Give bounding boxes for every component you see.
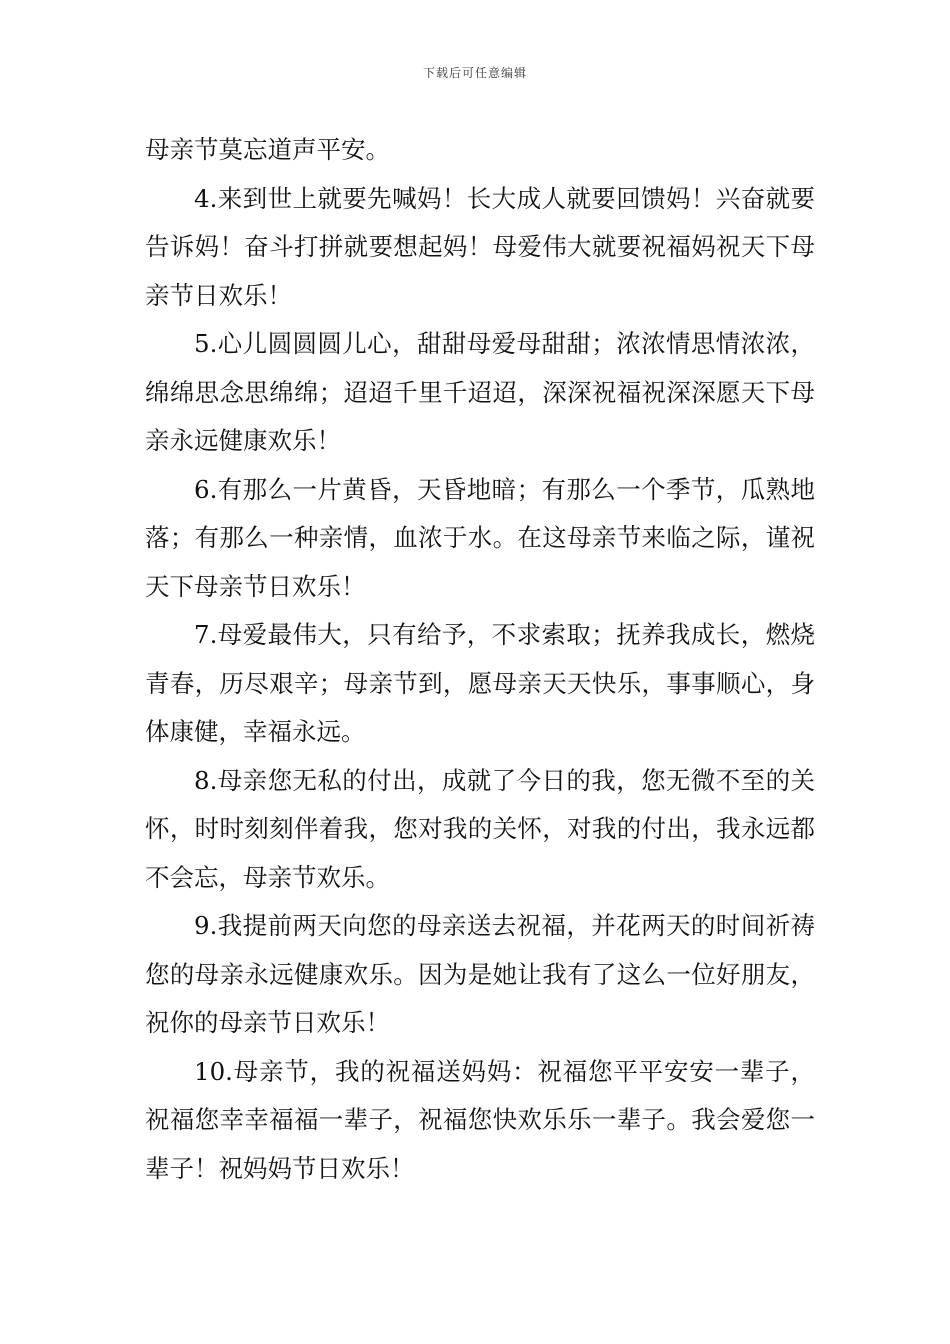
paragraph-item-9: 9.我提前两天向您的母亲送去祝福，并花两天的时间祈祷您的母亲永远健康欢乐。因为是她让我有了这么一位好朋友，祝你的母亲节日欢乐！ bbox=[145, 911, 815, 1037]
paragraph-item-6: 6.有那么一片黄昏，天昏地暗；有那么一个季节，瓜熟地落；有那么一种亲情，血浓于水。在这母亲节来临之际，谨祝天下母亲节日欢乐！ bbox=[145, 474, 815, 601]
paragraph-item-8: 8.母亲您无私的付出，成就了今日的我，您无微不至的关怀，时时刻刻伴着我，您对我的关怀，对我的付出，我永远都不会忘，母亲节欢乐。 bbox=[145, 765, 815, 892]
document-body bbox=[145, 126, 815, 1193]
paragraph-item-7: 7.母爱最伟大，只有给予，不求索取；抚养我成长，燃烧青春，历尽艰辛；母亲节到，愿母亲天天快乐，事事顺心，身体康健，幸福永远。 bbox=[145, 620, 815, 746]
paragraph-item-5: 5.心儿圆圆圆儿心，甜甜母爱母甜甜；浓浓情思情浓浓，绵绵思念思绵绵；迢迢千里千迢迢，深深祝福祝深深愿天下母亲永远健康欢乐！ bbox=[145, 329, 815, 455]
paragraph-item-10: 10.母亲节，我的祝福送妈妈：祝福您平平安安一辈子，祝福您幸幸福福一辈子，祝福您快欢乐乐一辈子。我会爱您一辈子！祝妈妈节日欢乐！ bbox=[145, 1056, 815, 1183]
paragraph-item-4: 4.来到世上就要先喊妈！长大成人就要回馈妈！兴奋就要告诉妈！奋斗打拼就要想起妈！母爱伟大就要祝福妈祝天下母亲节日欢乐！ bbox=[145, 183, 815, 310]
paragraph-continued: 母亲节莫忘道声平安。 bbox=[145, 135, 390, 164]
page-header: 下载后可任意编辑 bbox=[422, 66, 527, 80]
